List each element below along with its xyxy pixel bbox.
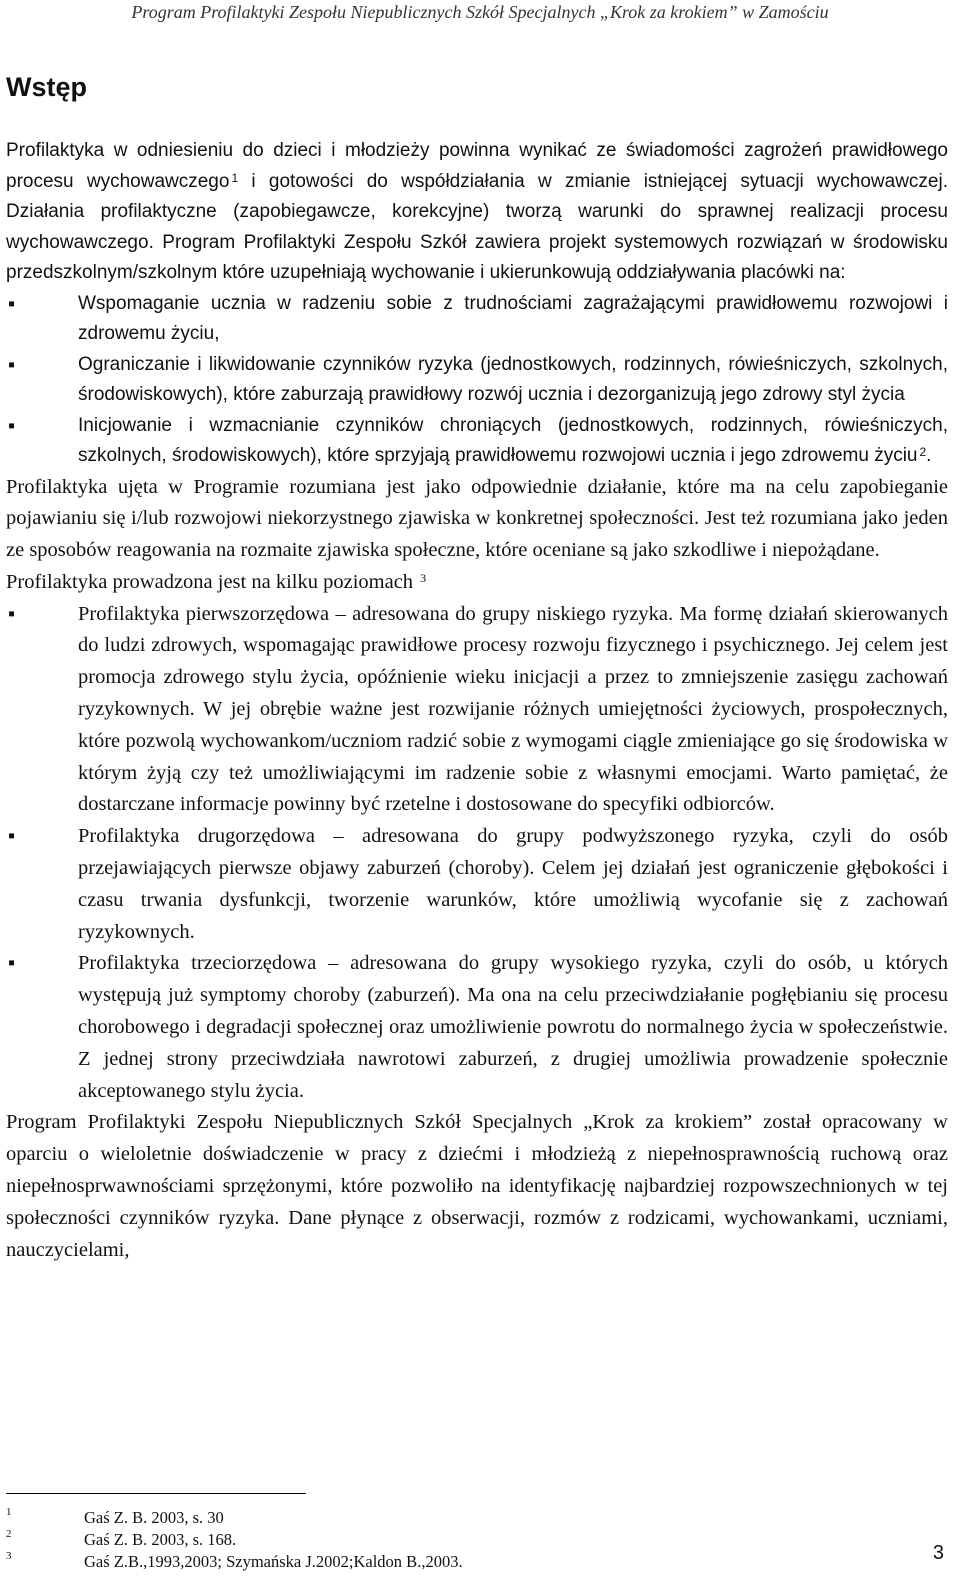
list-item: ▪ Inicjowanie i wzmacnianie czynników chroniących (jednostkowych, rodzinnych, rówieśniczych, szkolnych, środowiskowych), które sprzyjają prawidłowemu rozwojowi ucznia i jego zdrowemu życiu $^2$. <box>6 411 948 472</box>
list-item: ▪ Wspomaganie ucznia w radzeniu sobie z trudnościami zagrażającymi prawidłowemu rozwojowi i zdrowemu życiu, <box>6 289 948 350</box>
levels-intro: Profilaktyka prowadzona jest na kilku poziomach $^3$ <box>6 570 427 593</box>
definition-paragraph: Profilaktyka ujęta w Programie rozumiana jest jako odpowiednie działanie, które ma na celu zapobieganie pojawianiu się i/lub rozwojowi niekorzystnego zjawiska w konkretnej społeczności. Jest też rozumiana jako jeden ze sposobów reagowania na rozmaite zjawiska społeczne, które oceniane są jako szkodliwe i niepożądane. <box>6 475 948 562</box>
influence-list <box>6 289 948 472</box>
footnote <box>6 1530 906 1552</box>
footnote-separator <box>6 1493 306 1494</box>
footnote-number: 1 <box>6 1506 12 1518</box>
footnote-ref-3: 3 <box>420 570 427 585</box>
footnote-text: Gaś Z.B.,1993,2003; Szymańska J.2002;Kaldon B.,2003. <box>84 1552 463 1571</box>
list-item: ▪ Profilaktyka trzeciorzędowa – adresowana do grupy wysokiego ryzyka, czyli do osób, u których występują już symptomy choroby (zaburzeń). Ma ona na celu przeciwdziałanie pogłębianiu się procesu chorobowego i degradacji społecznej oraz umożliwienie powrotu do normalnego życia w społeczeństwie. Z jednej strony przeciwdziała nawrotowi zaburzeń, z drugiej umożliwia prowadzenie społecznie akceptowanego stylu życia. <box>6 948 948 1107</box>
footnote-text: Gaś Z. B. 2003, s. 168. <box>84 1530 237 1549</box>
section-title: Wstęp <box>6 72 87 102</box>
footnote-ref-2: 2 <box>919 445 927 459</box>
list-item: ▪ Ograniczanie i likwidowanie czynników ryzyka (jednostkowych, rodzinnych, rówieśniczych, szkolnych, środowiskowych), które zaburzają prawidłowy rozwój ucznia i dezorganizują jego zdrowy styl życia <box>6 350 948 411</box>
footnotes <box>6 1508 906 1574</box>
footnote-number: 3 <box>6 1550 12 1562</box>
program-paragraph: Program Profilaktyki Zespołu Niepublicznych Szkół Specjalnych „Krok za krokiem” został opracowany w oparciu o wieloletnie doświadczenie w pracy z dziećmi i młodzieżą z niepełnosprawnością ruchową oraz niepełnosprwawnościami sprzężonymi, które pozwoliło na identyfikację najbardziej rozpowszechnionych w tej społeczności czynników ryzyka. Dane płynące z obserwacji, rozmów z rodzicami, wychowankami, uczniami, nauczycielami, <box>6 1111 948 1261</box>
intro-text-b: i gotowości do współdziałania w zmianie istniejącej sytuacji wychowawczej. Działania profilaktyczne (zapobiegawcze, korekcyjne) tworzą warunki do sprawnej realizacji procesu wychowawczego. Program Profilaktyki Zespołu Szkół zawiera projekt systemowych rozwiązań w środowisku przedszkolnym/szkolnym które uzupełniają wychowanie i ukierunkowują oddziaływania placówki na: <box>6 170 948 283</box>
prevention-levels-list <box>6 599 948 1108</box>
footnote-number: 2 <box>6 1528 12 1540</box>
footnote-ref-1: 1 <box>231 170 239 185</box>
body-text <box>6 136 948 1266</box>
running-header: Program Profilaktyki Zespołu Niepublicznych Szkół Specjalnych „Krok za krokiem” w Zamościu <box>131 2 829 22</box>
list-item: ▪ Profilaktyka drugorzędowa – adresowana do grupy podwyższonego ryzyka, czyli do osób przejawiających pierwsze objawy zaburzeń (choroby). Celem jej działań jest ograniczenie głębokości i czasu trwania dysfunkcji, tworzenie warunków, które umożliwią wycofanie się z zachowań ryzykownych. <box>6 821 948 948</box>
intro-paragraph <box>6 136 948 289</box>
footnote-text: Gaś Z. B. 2003, s. 30 <box>84 1508 224 1527</box>
footnote <box>6 1552 906 1574</box>
page-number: 3 <box>932 1542 944 1564</box>
list-item: ▪ Profilaktyka pierwszorzędowa – adresowana do grupy niskiego ryzyka. Ma formę działań skierowanych do ludzi zdrowych, wspomagając prawidłowe procesy rozwoju fizycznego i psychicznego. Jej celem jest promocja zdrowego stylu życia, opóźnienie wieku inicjacji a przez to zmniejszenie zasięgu zachowań ryzykownych. W jej obrębie ważne jest rozwijanie różnych umiejętności życiowych, prospołecznych, które pozwolą wychowankom/uczniom radzić sobie z wymogami ciągle zmieniające go się środowiska w którym żyją czy też umożliwiającymi im radzenie sobie z własnymi emocjami. Warto pamiętać, że dostarczane informacje powinny być rzetelne i dostosowane do specyfiki odbiorców. <box>6 599 948 822</box>
intro-text-a: Profilaktyka w odniesieniu do dzieci i młodzieży powinna wynikać ze świadomości zagrożeń prawidłowego procesu wychowawczego <box>6 140 948 192</box>
footnote <box>6 1508 906 1530</box>
